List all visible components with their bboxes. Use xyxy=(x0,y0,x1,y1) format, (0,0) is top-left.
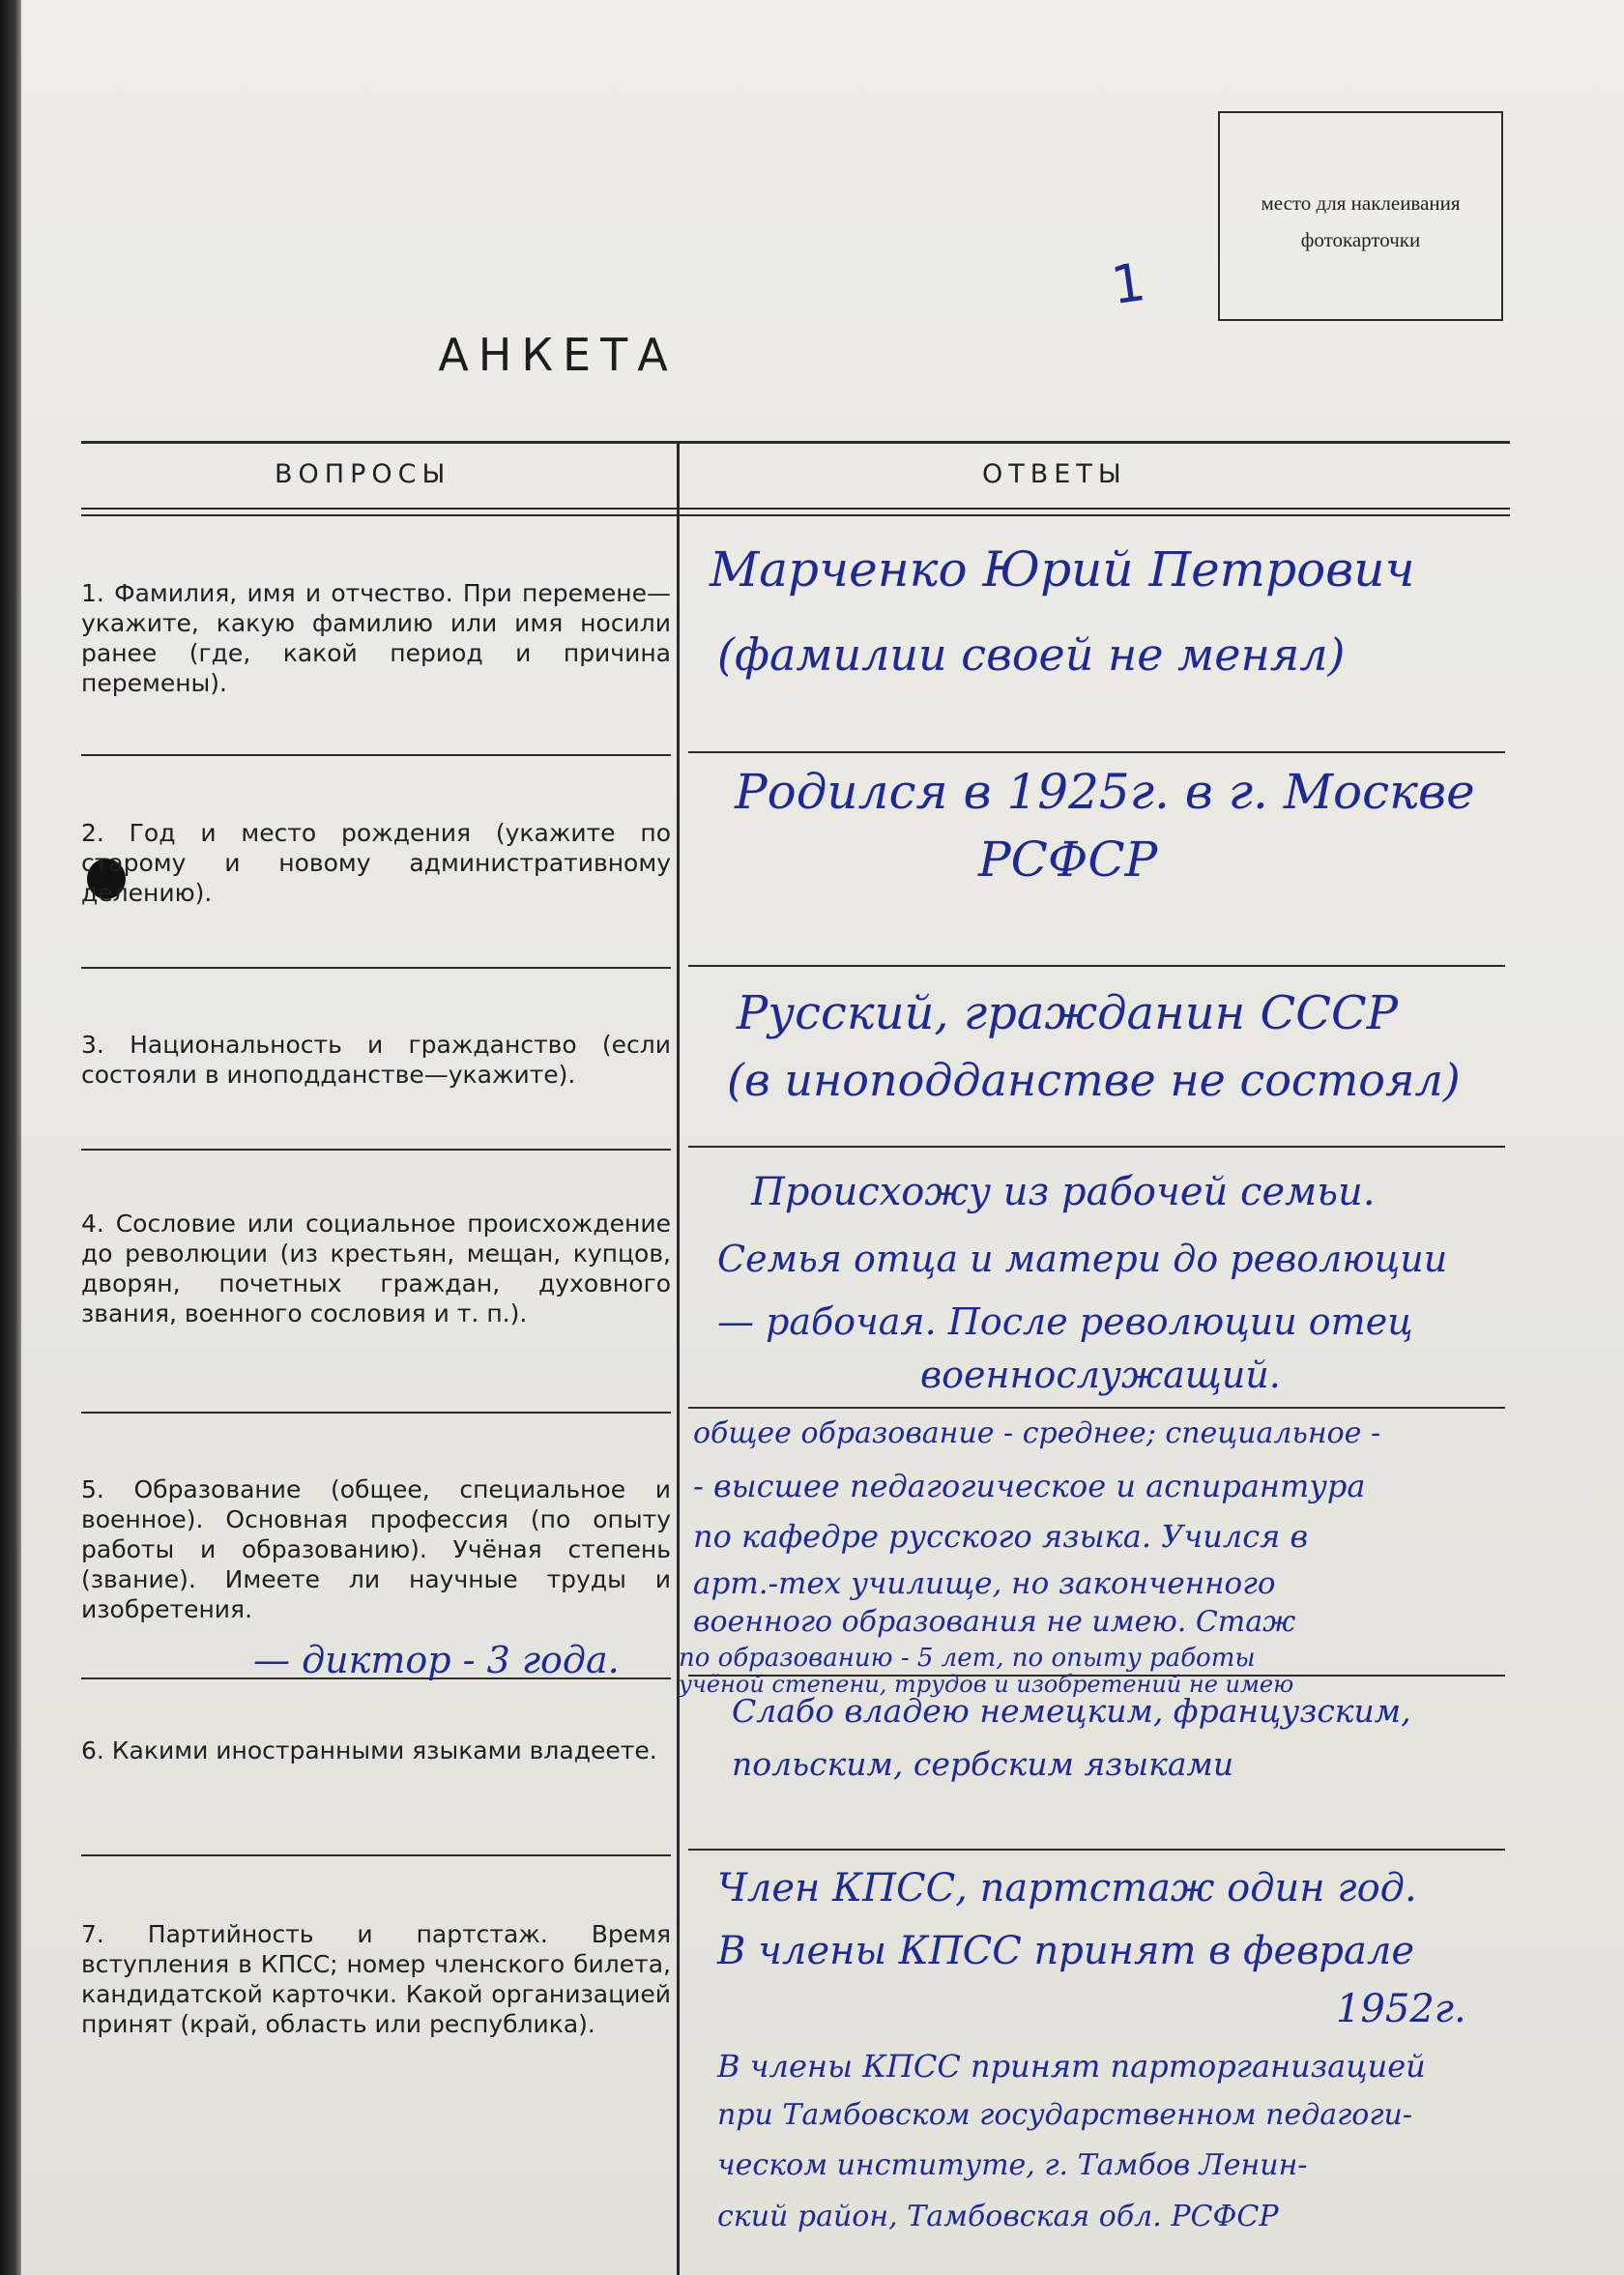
questionnaire-page xyxy=(21,0,1624,2275)
row-rule-left-2 xyxy=(81,967,671,969)
answer-5-line-3: по кафедре русского языка. Учился в xyxy=(693,1518,1309,1555)
answer-4-line-2: Семья отца и матери до революции xyxy=(717,1238,1448,1280)
row-rule-left-3 xyxy=(81,1149,671,1151)
answer-6-line-2: польским, сербским языками xyxy=(732,1745,1234,1783)
scan-left-edge xyxy=(0,0,21,2275)
answer-3-line-1: Русский, гражданин СССР xyxy=(737,986,1398,1040)
answer-6-line-1: Слабо владею немецким, французским, xyxy=(732,1692,1411,1730)
question-7: 7. Партийность и партстаж. Время вступления в КПСС; номер членского билета, кандидатской карточки. Какой организацией принят (край, область или республика). xyxy=(81,1920,671,2038)
answer-4-line-4: военнослужащий. xyxy=(920,1354,1281,1396)
photo-box-line1: место для наклеивания xyxy=(1261,191,1461,215)
photo-box-line2: фотокарточки xyxy=(1300,228,1421,251)
photo-placeholder-box xyxy=(1218,111,1503,321)
question-6: 6. Какими иностранными языками владеете. xyxy=(81,1736,657,1765)
answer-1-line-1: Марченко Юрий Петрович xyxy=(710,541,1415,598)
margin-note-q5: — диктор - 3 года. xyxy=(253,1639,620,1681)
header-top-rule xyxy=(81,441,1510,444)
answer-7-line-2: В члены КПСС принят в феврале xyxy=(717,1929,1414,1973)
answer-1-line-2: (фамилии своей не менял) xyxy=(717,628,1346,681)
form-title: АНКЕТА xyxy=(438,329,678,381)
question-5: 5. Образование (общее, специальное и военное). Основная профессия (по опыту работы и образованию). Учёная степень (звание). Имеете ли научные труды и изобретения. xyxy=(81,1475,671,1623)
answer-5-line-7: учёной степени, трудов и изобретений не имею xyxy=(679,1671,1294,1698)
answer-5-line-1: общее образование - среднее; специальное - xyxy=(693,1416,1381,1450)
answer-7-line-3: 1952г. xyxy=(1336,1987,1466,2031)
row-rule-right-1 xyxy=(688,751,1505,753)
answer-5-line-2: - высшее педагогическое и аспирантура xyxy=(693,1468,1366,1504)
row-rule-right-4 xyxy=(688,1407,1505,1409)
header-bottom-rule-2 xyxy=(81,514,1510,516)
answer-7-line-1: Член КПСС, партстаж один год. xyxy=(717,1866,1417,1910)
row-rule-left-4 xyxy=(81,1412,671,1414)
column-divider xyxy=(677,441,680,2275)
answer-7b-line-1: В члены КПСС принят партоpганизацией xyxy=(717,2048,1426,2085)
answer-3-line-2: (в иноподданстве не состоял) xyxy=(727,1054,1461,1106)
answer-4-line-3: — рабочая. После революции отец xyxy=(717,1300,1413,1343)
column-header-questions: ВОПРОСЫ xyxy=(275,459,451,489)
answer-7b-line-4: ский район, Тамбовская обл. РСФСР xyxy=(717,2200,1279,2233)
row-rule-right-2 xyxy=(688,965,1505,967)
answer-4-line-1: Происхожу из рабочей семьи. xyxy=(751,1170,1376,1214)
question-4: 4. Сословие или социальное происхождение до революции (из крестьян, мещан, купцов, дворян, почетных граждан, духовного звания, военного сословия и т. п.). xyxy=(81,1210,671,1327)
answer-2-line-1: Родился в 1925г. в г. Москве xyxy=(735,764,1475,820)
question-1: 1. Фамилия, имя и отчество. При перемене—укажите, какую фамилию или имя носили ранее (где, какой период и причина перемены). xyxy=(81,579,671,697)
row-rule-right-3 xyxy=(688,1146,1505,1148)
header-bottom-rule-1 xyxy=(81,508,1510,510)
answer-5-line-6: по образованию - 5 лет, по опыту работы xyxy=(679,1644,1256,1673)
column-header-answers: ОТВЕТЫ xyxy=(982,459,1127,489)
row-rule-right-6 xyxy=(688,1849,1505,1851)
row-rule-left-1 xyxy=(81,754,671,756)
answer-5-line-5: военного образования не имею. Стаж xyxy=(693,1605,1296,1639)
question-3: 3. Национальность и гражданство (если состояли в иноподданстве—укажите). xyxy=(81,1031,671,1089)
answer-2-line-2: РСФСР xyxy=(978,831,1158,888)
answer-7b-line-2: при Тамбовском государственном педагоги- xyxy=(717,2098,1412,2132)
row-rule-left-6 xyxy=(81,1854,671,1856)
question-2: 2. Год и место рождения (укажите по старому и новому административному делению). xyxy=(81,819,671,907)
page-number: 1 xyxy=(1107,250,1149,317)
answer-5-line-4: арт.-тех училище, но законченного xyxy=(693,1566,1276,1601)
answer-7b-line-3: ческом институте, г. Тамбов Ленин- xyxy=(717,2148,1308,2182)
